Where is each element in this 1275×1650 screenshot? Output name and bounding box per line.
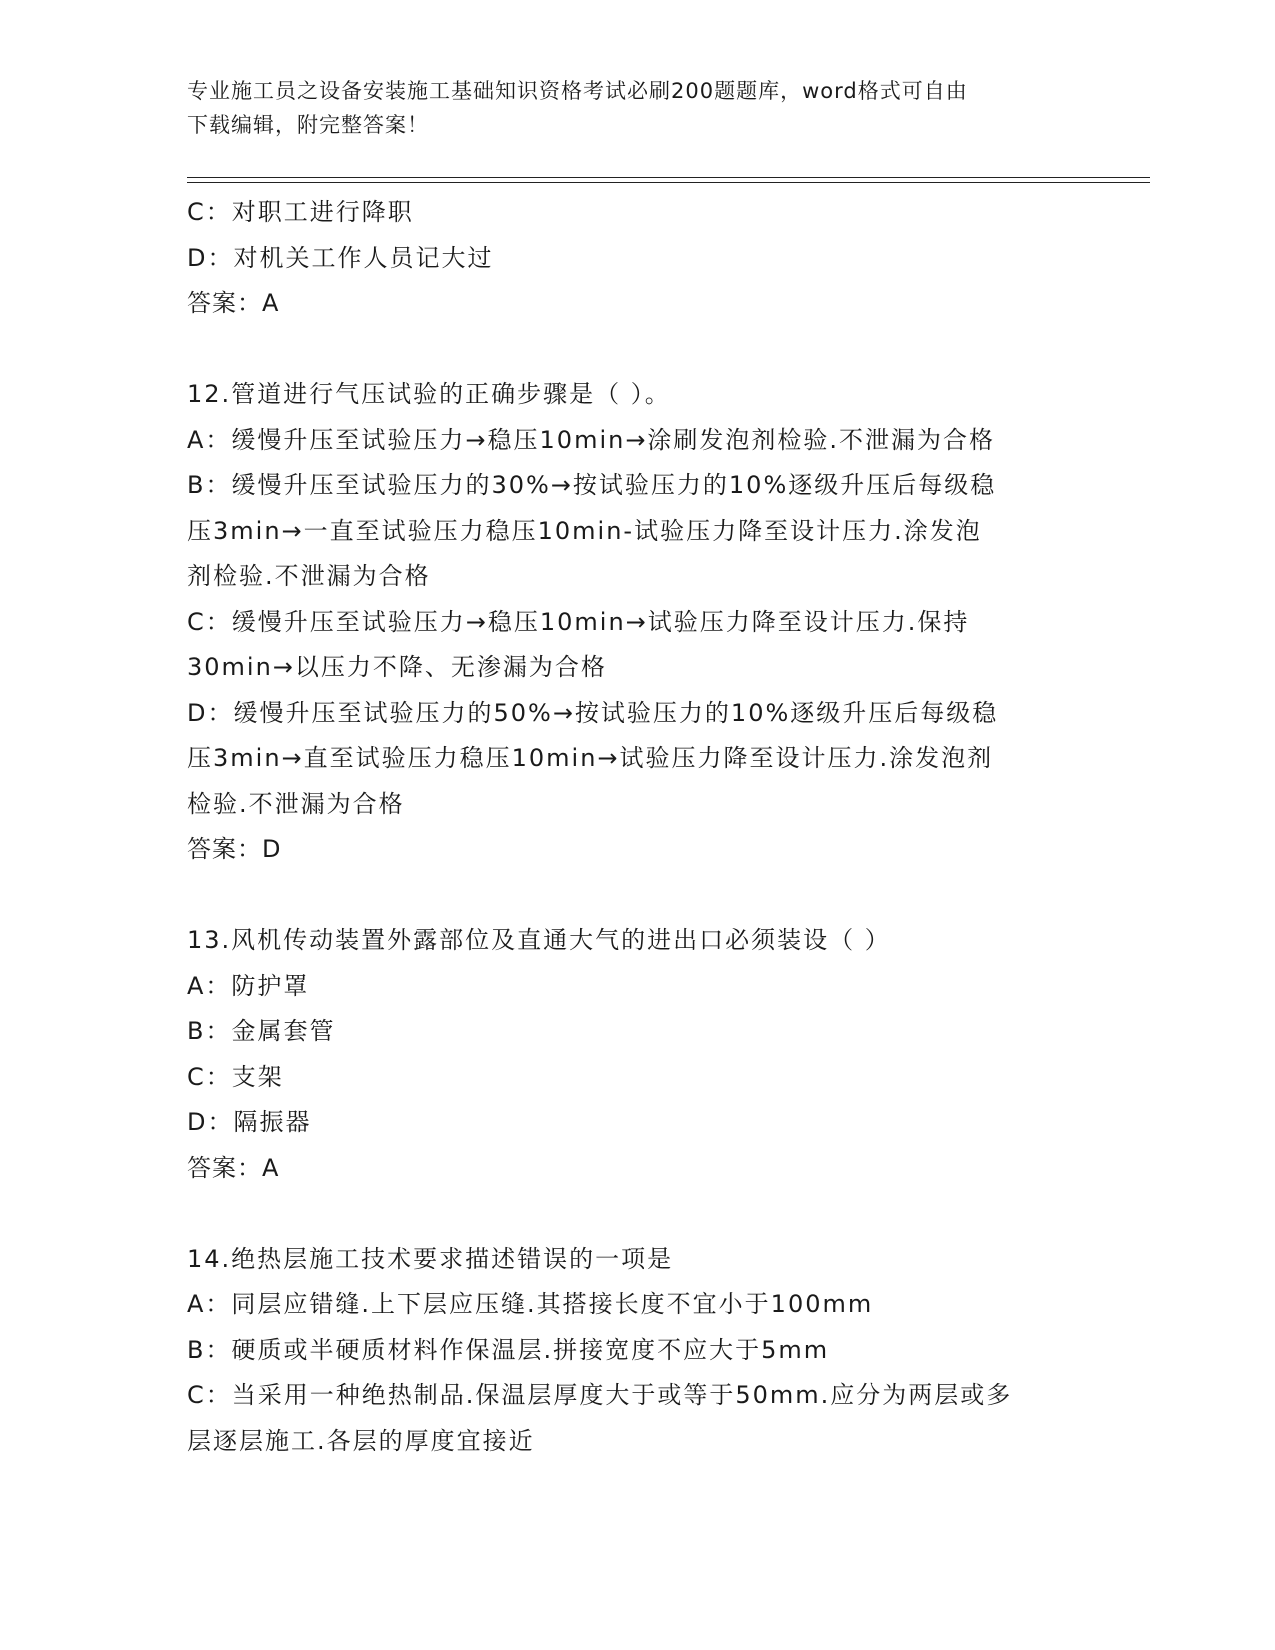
answer: 答案：A	[187, 1153, 280, 1182]
header-divider	[187, 182, 1150, 183]
spacer	[187, 327, 1087, 373]
option-d: D：隔振器	[187, 1108, 312, 1136]
question-13	[187, 918, 1087, 1191]
option-b-continued: 剂检验.不泄漏为合格	[187, 562, 431, 590]
option-a: A：缓慢升压至试验压力→稳压10min→涂刷发泡剂检验.不泄漏为合格	[187, 425, 996, 454]
document-header	[187, 74, 1067, 142]
option-b-continued: 压3min→一直至试验压力稳压10min-试验压力降至设计压力.涂发泡	[187, 516, 982, 545]
question-stem: 12.管道进行气压试验的正确步骤是（ ）。	[187, 380, 671, 408]
spacer	[187, 1191, 1087, 1237]
option-c-continued: 层逐层施工.各层的厚度宜接近	[187, 1426, 535, 1455]
question-stem: 14.绝热层施工技术要求描述错误的一项是	[187, 1244, 674, 1273]
question-14	[187, 1237, 1087, 1465]
header-divider	[187, 177, 1150, 178]
option-a: A：同层应错缝.上下层应压缝.其搭接长度不宜小于100mm	[187, 1290, 874, 1318]
question-stem: 13.风机传动装置外露部位及直通大气的进出口必须装设（ ）	[187, 926, 891, 954]
question-12	[187, 372, 1087, 873]
option-d-continued: 压3min→直至试验压力稳压10min→试验压力降至设计压力.涂发泡剂	[187, 744, 994, 772]
option-c: C：支架	[187, 1062, 284, 1091]
answer: 答案：D	[187, 835, 282, 863]
header-line: 专业施工员之设备安装施工基础知识资格考试必刷200题题库，word格式可自由	[187, 79, 968, 103]
answer: 答案：A	[187, 289, 280, 317]
option-b: B：硬质或半硬质材料作保温层.拼接宽度不应大于5mm	[187, 1335, 830, 1364]
option-d: D：缓慢升压至试验压力的50%→按试验压力的10%逐级升压后每级稳	[187, 698, 999, 727]
option-a: A：防护罩	[187, 971, 310, 1000]
option-c-continued: 30min→以压力不降、无渗漏为合格	[187, 653, 607, 681]
option-b: B：缓慢升压至试验压力的30%→按试验压力的10%逐级升压后每级稳	[187, 471, 997, 499]
option-b: B：金属套管	[187, 1017, 336, 1045]
question-list	[187, 190, 1087, 1464]
option-d-continued: 检验.不泄漏为合格	[187, 789, 405, 818]
option-d: D：对机关工作人员记大过	[187, 243, 494, 272]
option-c: C：缓慢升压至试验压力→稳压10min→试验压力降至设计压力.保持	[187, 607, 970, 636]
spacer	[187, 873, 1087, 919]
option-c: C：对职工进行降职	[187, 198, 414, 226]
option-c: C：当采用一种绝热制品.保温层厚度大于或等于50mm.应分为两层或多	[187, 1381, 1013, 1409]
header-line: 下载编辑，附完整答案！	[187, 113, 429, 137]
question-11	[187, 190, 1087, 327]
